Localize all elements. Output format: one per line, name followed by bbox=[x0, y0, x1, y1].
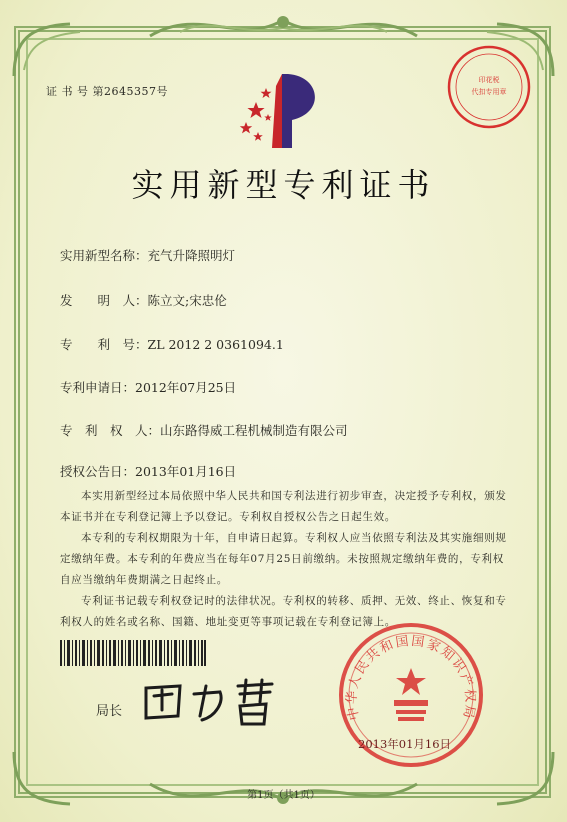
corner-ornament-icon bbox=[10, 20, 96, 80]
document-title: 实用新型专利证书 bbox=[131, 166, 436, 204]
field-value: 2013年01月16日 bbox=[135, 464, 237, 479]
page-footer: 第1页（共1页） bbox=[247, 790, 320, 801]
field-label: 专利申请日： bbox=[60, 380, 136, 395]
body-paragraph: 专利证书记载专利权登记时的法律状况。专利权的转移、质押、无效、终止、恢复和专利权人的姓名或名称、国籍、地址变更等事项记载在专利登记簿上。 bbox=[60, 595, 507, 628]
svg-text:印花税: 印花税 bbox=[478, 76, 500, 84]
certificate-number: 证 书 号 第2645357号 bbox=[46, 85, 168, 98]
top-ornament-icon bbox=[140, 6, 427, 50]
svg-text:代扣专用章: 代扣专用章 bbox=[471, 88, 507, 96]
svg-text:中华人民共和国国家知识产权局: 中华人民共和国国家知识产权局 bbox=[344, 633, 478, 722]
field-patentee bbox=[60, 421, 348, 439]
certificate-body bbox=[60, 486, 512, 633]
seal-date: 2013年01月16日 bbox=[358, 737, 452, 751]
field-utility-model-name bbox=[60, 246, 235, 264]
barcode-icon bbox=[60, 640, 206, 666]
agency-seal-icon bbox=[444, 42, 534, 132]
field-value: 陈立文;宋忠伦 bbox=[147, 293, 227, 308]
patent-office-logo-icon bbox=[236, 66, 330, 152]
field-patent-number bbox=[60, 335, 284, 353]
field-label: 实用新型名称： bbox=[60, 248, 148, 263]
field-value: 2012年07月25日 bbox=[135, 380, 237, 395]
field-value: ZL 2012 2 0361094.1 bbox=[147, 337, 284, 352]
director-label: 局长 bbox=[96, 704, 123, 719]
field-label: 专 利 权 人： bbox=[60, 423, 161, 438]
field-value: 充气升降照明灯 bbox=[147, 248, 236, 263]
field-application-date bbox=[60, 378, 236, 396]
director-signature-icon bbox=[136, 672, 286, 732]
field-label: 授权公告日： bbox=[60, 464, 136, 479]
body-paragraph: 本专利的专利权期限为十年，自申请日起算。专利权人应当依照专利法及其实施细则规定缴纳年费。本专利的年费应当在每年07月25日前缴纳。未按照规定缴纳年费的，专利权自应当缴纳年费期满之日起终止。 bbox=[60, 532, 507, 586]
field-inventor bbox=[60, 291, 227, 309]
field-grant-date bbox=[60, 462, 236, 480]
body-paragraph: 本实用新型经过本局依照中华人民共和国专利法进行初步审查，决定授予专利权，颁发本证书并在专利登记簿上予以登记。专利权自授权公告之日起生效。 bbox=[60, 490, 507, 523]
field-value: 山东路得威工程机械制造有限公司 bbox=[160, 423, 348, 438]
field-label: 发 明 人： bbox=[60, 293, 148, 308]
field-label: 专 利 号： bbox=[60, 337, 148, 352]
